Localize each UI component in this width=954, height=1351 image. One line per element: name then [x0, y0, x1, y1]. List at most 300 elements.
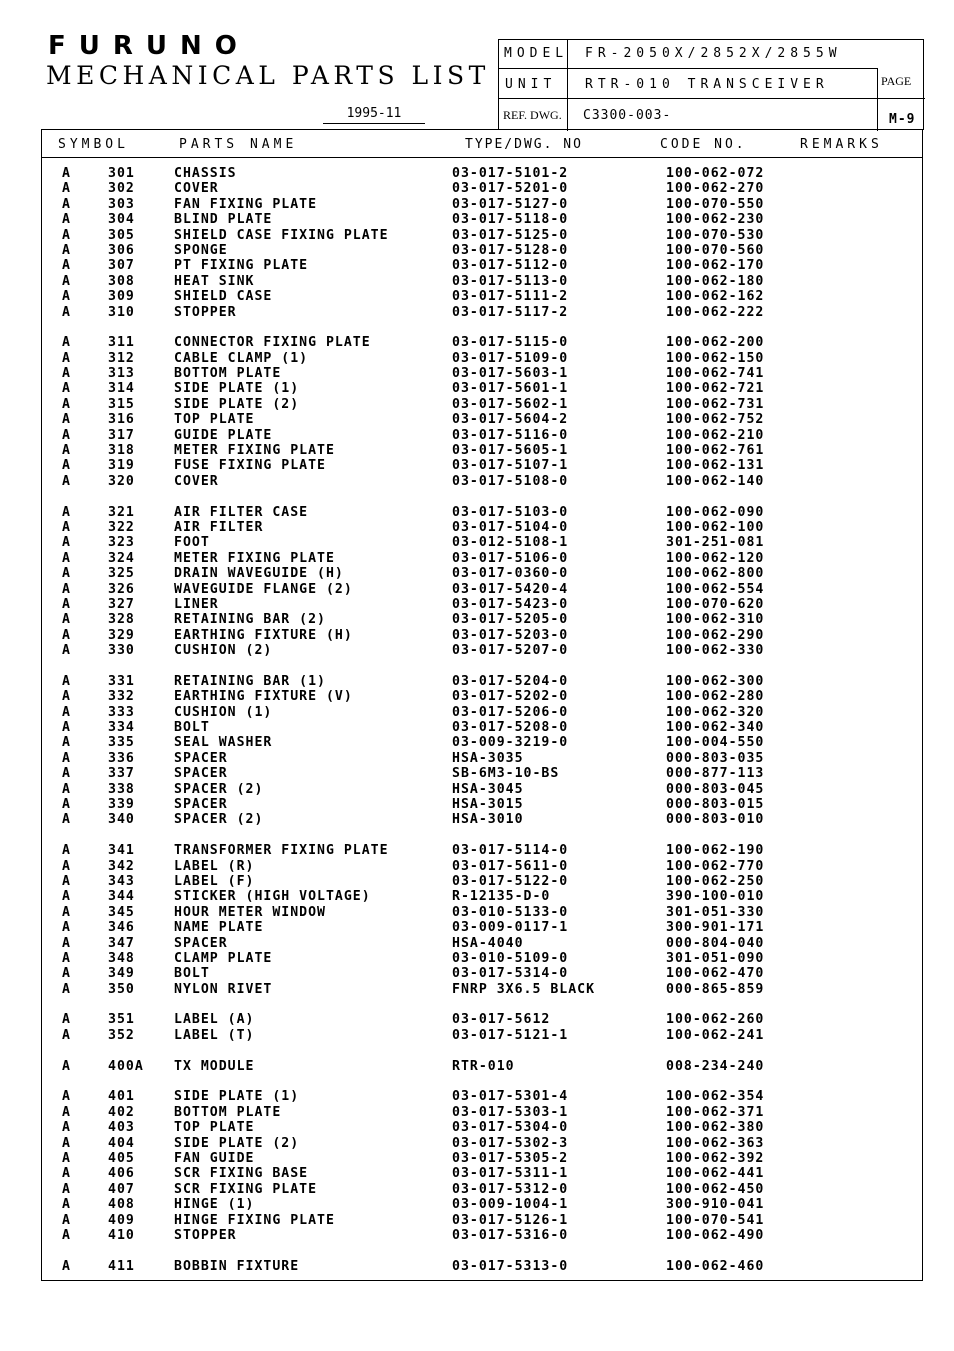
- number-cell: 328: [108, 612, 135, 628]
- table-row: [42, 505, 922, 520]
- parts-table: [41, 129, 923, 1281]
- type-dwg-cell: 03-009-0117-1: [452, 920, 569, 936]
- number-cell: 307: [108, 258, 135, 274]
- number-cell: 342: [108, 858, 135, 874]
- number-cell: 347: [108, 935, 135, 951]
- number-cell: 318: [108, 443, 135, 459]
- type-dwg-cell: 03-017-5203-0: [452, 627, 569, 643]
- symbol-cell: A: [62, 889, 71, 905]
- table-row: [42, 428, 922, 443]
- table-row: [42, 720, 922, 735]
- symbol-cell: A: [62, 366, 71, 382]
- symbol-cell: A: [62, 873, 71, 889]
- parts-name-cell: TX MODULE: [174, 1058, 255, 1074]
- number-cell: 332: [108, 689, 135, 705]
- col-symbol: SYMBOL: [58, 137, 129, 152]
- code-no-cell: 301-251-081: [666, 535, 765, 551]
- symbol-cell: A: [62, 1151, 71, 1166]
- column-header-row: [42, 130, 922, 158]
- parts-name-cell: TRANSFORMER FIXING PLATE: [174, 843, 389, 859]
- symbol-cell: A: [62, 473, 71, 489]
- type-dwg-cell: 03-017-5111-2: [452, 289, 569, 305]
- table-row: [42, 535, 922, 550]
- symbol-cell: A: [62, 720, 71, 736]
- number-cell: 308: [108, 273, 135, 289]
- table-row: [42, 351, 922, 366]
- parts-name-cell: HOUR METER WINDOW: [174, 904, 326, 920]
- code-no-cell: 100-062-250: [666, 873, 765, 889]
- parts-name-cell: STOPPER: [174, 1227, 237, 1243]
- parts-name-cell: LABEL (T): [174, 1027, 255, 1043]
- table-row: [42, 381, 922, 396]
- code-no-cell: 100-062-222: [666, 304, 765, 320]
- type-dwg-cell: HSA-3015: [452, 797, 524, 813]
- parts-name-cell: SIDE PLATE (1): [174, 381, 300, 397]
- number-cell: 309: [108, 289, 135, 305]
- number-cell: 320: [108, 473, 135, 489]
- parts-name-cell: SPONGE: [174, 242, 228, 258]
- type-dwg-cell: 03-010-5109-0: [452, 950, 569, 966]
- code-no-cell: 100-004-550: [666, 735, 765, 751]
- symbol-cell: A: [62, 335, 71, 351]
- code-no-cell: 100-062-770: [666, 858, 765, 874]
- symbol-cell: A: [62, 950, 71, 966]
- parts-name-cell: CONNECTOR FIXING PLATE: [174, 335, 371, 351]
- number-cell: 319: [108, 458, 135, 474]
- parts-name-cell: SIDE PLATE (1): [174, 1089, 300, 1105]
- table-row: [42, 1182, 922, 1197]
- table-row: [42, 197, 922, 212]
- code-no-cell: 100-062-072: [666, 166, 765, 181]
- code-no-cell: 100-062-100: [666, 519, 765, 535]
- table-row: [42, 1059, 922, 1074]
- type-dwg-cell: 03-017-5128-0: [452, 242, 569, 258]
- code-no-cell: 100-070-541: [666, 1212, 765, 1228]
- symbol-cell: A: [62, 643, 71, 659]
- number-cell: 339: [108, 797, 135, 813]
- code-no-cell: 301-051-330: [666, 904, 765, 920]
- group-spacer: [42, 1043, 922, 1058]
- number-cell: 315: [108, 396, 135, 412]
- parts-name-cell: SCR FIXING BASE: [174, 1166, 309, 1182]
- symbol-cell: A: [62, 596, 71, 612]
- symbol-cell: A: [62, 381, 71, 397]
- symbol-cell: A: [62, 458, 71, 474]
- parts-name-cell: FUSE FIXING PLATE: [174, 458, 326, 474]
- symbol-cell: A: [62, 242, 71, 258]
- symbol-cell: A: [62, 920, 71, 936]
- code-no-cell: 100-062-140: [666, 473, 765, 489]
- parts-name-cell: BLIND PLATE: [174, 212, 273, 228]
- type-dwg-cell: 03-017-5108-0: [452, 473, 569, 489]
- table-row: [42, 258, 922, 273]
- code-no-cell: 100-062-470: [666, 966, 765, 982]
- type-dwg-cell: 03-017-5125-0: [452, 227, 569, 243]
- symbol-cell: A: [62, 1012, 71, 1028]
- type-dwg-cell: 03-017-5312-0: [452, 1181, 569, 1197]
- table-row: [42, 628, 922, 643]
- table-row: [42, 597, 922, 612]
- table-row: [42, 905, 922, 920]
- symbol-cell: A: [62, 289, 71, 305]
- symbol-cell: A: [62, 750, 71, 766]
- group-spacer: [42, 997, 922, 1012]
- parts-name-cell: SPACER (2): [174, 812, 264, 828]
- symbol-cell: A: [62, 1181, 71, 1197]
- symbol-cell: A: [62, 1258, 71, 1274]
- type-dwg-cell: 03-017-0360-0: [452, 566, 569, 582]
- number-cell: 325: [108, 566, 135, 582]
- number-cell: 301: [108, 166, 135, 181]
- group-spacer: [42, 1243, 922, 1258]
- parts-name-cell: LABEL (F): [174, 873, 255, 889]
- table-row: [42, 1228, 922, 1243]
- code-no-cell: 100-062-460: [666, 1258, 765, 1274]
- parts-name-cell: BOTTOM PLATE: [174, 366, 282, 382]
- type-dwg-cell: 03-012-5108-1: [452, 535, 569, 551]
- table-row: [42, 612, 922, 627]
- table-row: [42, 274, 922, 289]
- parts-name-cell: SPACER: [174, 750, 228, 766]
- type-dwg-cell: 03-017-5208-0: [452, 720, 569, 736]
- symbol-cell: A: [62, 1197, 71, 1213]
- symbol-cell: A: [62, 181, 71, 197]
- document-title: MECHANICAL PARTS LIST: [46, 61, 490, 90]
- code-no-cell: 100-062-741: [666, 366, 765, 382]
- code-no-cell: 100-062-363: [666, 1135, 765, 1151]
- furuno-logo: FURUNO: [48, 31, 250, 61]
- symbol-cell: A: [62, 904, 71, 920]
- table-row: [42, 412, 922, 427]
- code-no-cell: 100-062-120: [666, 550, 765, 566]
- number-cell: 331: [108, 673, 135, 689]
- code-no-cell: 100-062-170: [666, 258, 765, 274]
- page-number: M-9: [889, 112, 916, 127]
- symbol-cell: A: [62, 673, 71, 689]
- table-row: [42, 305, 922, 320]
- type-dwg-cell: 03-017-5126-1: [452, 1212, 569, 1228]
- number-cell: 351: [108, 1012, 135, 1028]
- table-row: [42, 843, 922, 858]
- parts-name-cell: SEAL WASHER: [174, 735, 273, 751]
- number-cell: 306: [108, 242, 135, 258]
- number-cell: 330: [108, 643, 135, 659]
- symbol-cell: A: [62, 981, 71, 997]
- table-row: [42, 443, 922, 458]
- type-dwg-cell: 03-017-5115-0: [452, 335, 569, 351]
- parts-rows: [42, 166, 922, 1274]
- number-cell: 316: [108, 412, 135, 428]
- code-no-cell: 000-804-040: [666, 935, 765, 951]
- issue-date: 1995-11: [323, 106, 425, 124]
- type-dwg-cell: 03-017-5612: [452, 1012, 551, 1028]
- type-dwg-cell: 03-017-5114-0: [452, 843, 569, 859]
- parts-name-cell: NYLON RIVET: [174, 981, 273, 997]
- parts-name-cell: FAN GUIDE: [174, 1151, 255, 1166]
- table-row: [42, 520, 922, 535]
- parts-name-cell: BOLT: [174, 720, 210, 736]
- table-row: [42, 782, 922, 797]
- type-dwg-cell: 03-017-5302-3: [452, 1135, 569, 1151]
- table-row: [42, 859, 922, 874]
- code-no-cell: 100-062-392: [666, 1151, 765, 1166]
- code-no-cell: 100-062-270: [666, 181, 765, 197]
- parts-name-cell: LINER: [174, 596, 219, 612]
- type-dwg-cell: 03-017-5101-2: [452, 166, 569, 181]
- type-dwg-cell: 03-017-5314-0: [452, 966, 569, 982]
- table-row: [42, 228, 922, 243]
- parts-name-cell: TOP PLATE: [174, 1120, 255, 1136]
- parts-name-cell: SPACER: [174, 797, 228, 813]
- table-row: [42, 797, 922, 812]
- code-no-cell: 000-803-015: [666, 797, 765, 813]
- code-no-cell: 100-062-180: [666, 273, 765, 289]
- table-row: [42, 674, 922, 689]
- type-dwg-cell: 03-017-5604-2: [452, 412, 569, 428]
- code-no-cell: 100-062-210: [666, 427, 765, 443]
- table-row: [42, 1136, 922, 1151]
- type-dwg-cell: 03-017-5603-1: [452, 366, 569, 382]
- parts-name-cell: LABEL (A): [174, 1012, 255, 1028]
- number-cell: 305: [108, 227, 135, 243]
- table-row: [42, 335, 922, 350]
- number-cell: 304: [108, 212, 135, 228]
- type-dwg-cell: 03-017-5304-0: [452, 1120, 569, 1136]
- number-cell: 348: [108, 950, 135, 966]
- code-no-cell: 100-062-260: [666, 1012, 765, 1028]
- number-cell: 408: [108, 1197, 135, 1213]
- number-cell: 302: [108, 181, 135, 197]
- symbol-cell: A: [62, 1135, 71, 1151]
- symbol-cell: A: [62, 196, 71, 212]
- symbol-cell: A: [62, 766, 71, 782]
- table-row: [42, 982, 922, 997]
- number-cell: 311: [108, 335, 135, 351]
- symbol-cell: A: [62, 304, 71, 320]
- table-row: [42, 735, 922, 750]
- symbol-cell: A: [62, 1104, 71, 1120]
- number-cell: 407: [108, 1181, 135, 1197]
- number-cell: 317: [108, 427, 135, 443]
- code-no-cell: 100-062-200: [666, 335, 765, 351]
- parts-name-cell: SPACER: [174, 766, 228, 782]
- code-no-cell: 100-070-560: [666, 242, 765, 258]
- symbol-cell: A: [62, 581, 71, 597]
- number-cell: 349: [108, 966, 135, 982]
- type-dwg-cell: HSA-3035: [452, 750, 524, 766]
- number-cell: 344: [108, 889, 135, 905]
- number-cell: 340: [108, 812, 135, 828]
- code-no-cell: 100-062-441: [666, 1166, 765, 1182]
- type-dwg-cell: 03-017-5316-0: [452, 1227, 569, 1243]
- table-row: [42, 874, 922, 889]
- code-no-cell: 100-062-290: [666, 627, 765, 643]
- type-dwg-cell: 03-017-5109-0: [452, 350, 569, 366]
- type-dwg-cell: HSA-3045: [452, 781, 524, 797]
- parts-name-cell: EARTHING FIXTURE (H): [174, 627, 353, 643]
- parts-name-cell: BOLT: [174, 966, 210, 982]
- code-no-cell: 100-062-300: [666, 673, 765, 689]
- code-no-cell: 000-803-045: [666, 781, 765, 797]
- type-dwg-cell: 03-017-5301-4: [452, 1089, 569, 1105]
- number-cell: 404: [108, 1135, 135, 1151]
- number-cell: 324: [108, 550, 135, 566]
- symbol-cell: A: [62, 535, 71, 551]
- parts-name-cell: HINGE FIXING PLATE: [174, 1212, 335, 1228]
- table-row: [42, 936, 922, 951]
- number-cell: 335: [108, 735, 135, 751]
- table-row: [42, 1151, 922, 1166]
- parts-name-cell: AIR FILTER: [174, 519, 264, 535]
- code-no-cell: 100-062-752: [666, 412, 765, 428]
- type-dwg-cell: FNRP 3X6.5 BLACK: [452, 981, 596, 997]
- code-no-cell: 390-100-010: [666, 889, 765, 905]
- symbol-cell: A: [62, 1058, 71, 1074]
- symbol-cell: A: [62, 689, 71, 705]
- table-row: [42, 366, 922, 381]
- type-dwg-cell: 03-017-5611-0: [452, 858, 569, 874]
- parts-name-cell: COVER: [174, 473, 219, 489]
- parts-name-cell: METER FIXING PLATE: [174, 443, 335, 459]
- symbol-cell: A: [62, 550, 71, 566]
- number-cell: 352: [108, 1027, 135, 1043]
- parts-name-cell: COVER: [174, 181, 219, 197]
- type-dwg-cell: HSA-3010: [452, 812, 524, 828]
- number-cell: 327: [108, 596, 135, 612]
- number-cell: 400A: [108, 1058, 144, 1074]
- code-no-cell: 100-062-380: [666, 1120, 765, 1136]
- number-cell: 323: [108, 535, 135, 551]
- symbol-cell: A: [62, 396, 71, 412]
- type-dwg-cell: 03-017-5605-1: [452, 443, 569, 459]
- group-spacer: [42, 828, 922, 843]
- parts-name-cell: STICKER (HIGH VOLTAGE): [174, 889, 371, 905]
- code-no-cell: 300-901-171: [666, 920, 765, 936]
- number-cell: 303: [108, 196, 135, 212]
- parts-name-cell: SHIELD CASE: [174, 289, 273, 305]
- page-label: PAGE: [881, 74, 912, 88]
- col-parts-name: PARTS NAME: [179, 137, 298, 152]
- table-row: [42, 966, 922, 981]
- symbol-cell: A: [62, 350, 71, 366]
- code-no-cell: 008-234-240: [666, 1058, 765, 1074]
- code-no-cell: 100-062-340: [666, 720, 765, 736]
- symbol-cell: A: [62, 1227, 71, 1243]
- code-no-cell: 000-877-113: [666, 766, 765, 782]
- code-no-cell: 100-062-450: [666, 1181, 765, 1197]
- table-row: [42, 812, 922, 827]
- table-row: [42, 1259, 922, 1274]
- parts-name-cell: CUSHION (1): [174, 704, 273, 720]
- type-dwg-cell: 03-009-3219-0: [452, 735, 569, 751]
- parts-name-cell: BOBBIN FIXTURE: [174, 1258, 300, 1274]
- parts-name-cell: PT FIXING PLATE: [174, 258, 309, 274]
- number-cell: 409: [108, 1212, 135, 1228]
- table-row: [42, 458, 922, 473]
- code-no-cell: 100-062-090: [666, 504, 765, 520]
- table-row: [42, 551, 922, 566]
- symbol-cell: A: [62, 566, 71, 582]
- number-cell: 333: [108, 704, 135, 720]
- type-dwg-cell: SB-6M3-10-BS: [452, 766, 560, 782]
- code-no-cell: 100-062-241: [666, 1027, 765, 1043]
- code-no-cell: 000-803-035: [666, 750, 765, 766]
- table-row: [42, 705, 922, 720]
- table-row: [42, 181, 922, 196]
- parts-name-cell: HINGE (1): [174, 1197, 255, 1213]
- parts-name-cell: HEAT SINK: [174, 273, 255, 289]
- col-type-dwg: TYPE/DWG. NO: [465, 137, 583, 152]
- symbol-cell: A: [62, 504, 71, 520]
- table-row: [42, 1166, 922, 1181]
- code-no-cell: 100-062-131: [666, 458, 765, 474]
- number-cell: 346: [108, 920, 135, 936]
- code-no-cell: 100-062-490: [666, 1227, 765, 1243]
- code-no-cell: 100-062-320: [666, 704, 765, 720]
- type-dwg-cell: 03-017-5303-1: [452, 1104, 569, 1120]
- parts-name-cell: NAME PLATE: [174, 920, 264, 936]
- code-no-cell: 100-062-554: [666, 581, 765, 597]
- type-dwg-cell: 03-010-5133-0: [452, 904, 569, 920]
- number-cell: 336: [108, 750, 135, 766]
- number-cell: 401: [108, 1089, 135, 1105]
- table-row: [42, 582, 922, 597]
- table-row: [42, 1213, 922, 1228]
- type-dwg-cell: 03-017-5206-0: [452, 704, 569, 720]
- symbol-cell: A: [62, 735, 71, 751]
- table-row: [42, 1197, 922, 1212]
- code-no-cell: 100-070-620: [666, 596, 765, 612]
- symbol-cell: A: [62, 1027, 71, 1043]
- number-cell: 337: [108, 766, 135, 782]
- number-cell: 406: [108, 1166, 135, 1182]
- type-dwg-cell: 03-017-5116-0: [452, 427, 569, 443]
- type-dwg-cell: R-12135-D-0: [452, 889, 551, 905]
- unit-value: RTR-010 TRANSCEIVER: [585, 77, 829, 92]
- parts-name-cell: SIDE PLATE (2): [174, 1135, 300, 1151]
- parts-name-cell: DRAIN WAVEGUIDE (H): [174, 566, 344, 582]
- parts-name-cell: CLAMP PLATE: [174, 950, 273, 966]
- table-row: [42, 751, 922, 766]
- symbol-cell: A: [62, 412, 71, 428]
- group-spacer: [42, 489, 922, 504]
- type-dwg-cell: 03-009-1004-1: [452, 1197, 569, 1213]
- code-no-cell: 100-062-371: [666, 1104, 765, 1120]
- number-cell: 343: [108, 873, 135, 889]
- number-cell: 405: [108, 1151, 135, 1166]
- parts-name-cell: SIDE PLATE (2): [174, 396, 300, 412]
- table-row: [42, 1012, 922, 1027]
- parts-name-cell: SPACER: [174, 935, 228, 951]
- parts-name-cell: METER FIXING PLATE: [174, 550, 335, 566]
- symbol-cell: A: [62, 166, 71, 181]
- symbol-cell: A: [62, 258, 71, 274]
- symbol-cell: A: [62, 797, 71, 813]
- symbol-cell: A: [62, 812, 71, 828]
- type-dwg-cell: 03-017-5112-0: [452, 258, 569, 274]
- number-cell: 312: [108, 350, 135, 366]
- table-row: [42, 889, 922, 904]
- table-row: [42, 289, 922, 304]
- table-row: [42, 397, 922, 412]
- symbol-cell: A: [62, 273, 71, 289]
- code-no-cell: 100-062-330: [666, 643, 765, 659]
- code-no-cell: 100-062-230: [666, 212, 765, 228]
- table-row: [42, 1105, 922, 1120]
- symbol-cell: A: [62, 1089, 71, 1105]
- col-code-no: CODE NO.: [660, 137, 747, 152]
- code-no-cell: 100-062-800: [666, 566, 765, 582]
